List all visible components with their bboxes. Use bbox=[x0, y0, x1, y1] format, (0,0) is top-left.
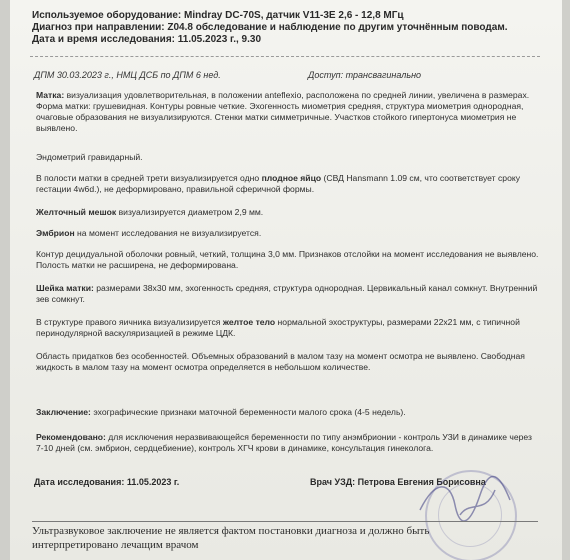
exam-date: Дата исследования: 11.05.2023 г. bbox=[34, 477, 180, 487]
header-separator bbox=[30, 56, 540, 57]
adnexa-paragraph: Область придатков без особенностей. Объемных образований в малом тазу на момент осмотра не выявлено. Свободная жидкость в малом тазу на момент осмотра определяется в небольшом количестве. bbox=[36, 351, 525, 372]
conclusion-paragraph: Заключение: эхографические признаки маточной беременности малого срока (4-5 недель). bbox=[36, 407, 406, 417]
uterus-paragraph bbox=[36, 90, 541, 134]
egg-bold: плодное яйцо bbox=[261, 173, 322, 183]
cervix-paragraph: Шейка матки: размерами 38х30 мм, эхогенность средняя, структура однородная. Цервикальный канал сомкнут. Внутренний зев сомкнут. bbox=[36, 283, 538, 304]
uterus-label: Матка: bbox=[36, 90, 65, 100]
ovary-paragraph: В структуре правого яичника визуализируется желтое тело нормальной эхоструктуры, размерами 22х21 мм, с типичной перинодулярной васкуляризацией в режиме ЦДК. bbox=[36, 317, 520, 338]
report-header bbox=[32, 10, 552, 46]
equipment-line: Используемое оборудование: Mindray DC-70S, датчик V11-3E 2,6 - 12,8 МГц bbox=[32, 10, 404, 21]
embryo-paragraph: Эмбрион на момент исследования не визуализируется. bbox=[36, 228, 262, 238]
dpm-line: ДПМ 30.03.2023 г., НМЦ ДСБ по ДПМ 6 нед. bbox=[34, 70, 221, 80]
diagnosis-line: Диагноз при направлении: Z04.8 обследование и наблюдение по другим уточнённым поводам. bbox=[32, 22, 508, 33]
footer-rule bbox=[32, 521, 538, 522]
uterus-text: визуализация удовлетворительная, в положении anteflexio, расположена по средней линии, увеличена в размерах. Форма матки: грушевидная. Контуры ровные четкие. Эхогенность миометрия средняя, структура миометрия однородная, очаговые образования не визуализируются. Стенки матки симметричные. Участков стойкого гипертонуса миометрия не выявлено. bbox=[36, 90, 530, 133]
doctor-name: Врач УЗД: Петрова Евгения Борисовна bbox=[310, 477, 486, 487]
access-line: Доступ: трансвагинально bbox=[308, 70, 422, 80]
egg-paragraph: В полости матки в средней трети визуализируется одно плодное яйцо (СВД Hansmann 1.09 см, что соответствует сроку гестации 4w6d.), не деформировано, правильной сферичной формы. bbox=[36, 173, 521, 194]
disclaimer-note: Ультразвуковое заключение не является фактом постановки диагноза и должно быть интерпретировано лечащим врачом bbox=[32, 525, 430, 551]
decidual-paragraph: Контур децидуальной оболочки ровный, четкий, толщина 3,0 мм. Признаков отслойки на момент исследования не выявлено. Полость матки не расширена, не деформирована. bbox=[36, 249, 539, 270]
endometrium-paragraph: Эндометрий гравидарный. bbox=[36, 152, 143, 162]
recommendation-paragraph: Рекомендовано: для исключения неразвивающейся беременности по типу анэмбрионии - контроль УЗИ в динамике через 7-10 дней (см. эмбрион, сердцебиение), контроль ХГЧ крови в динамике, консультация гинеколога. bbox=[36, 432, 532, 453]
datetime-line: Дата и время исследования: 11.05.2023 г., 9.30 bbox=[32, 34, 261, 45]
report-sheet bbox=[10, 0, 562, 560]
yolk-paragraph: Желточный мешок визуализируется диаметром 2,9 мм. bbox=[36, 207, 264, 217]
